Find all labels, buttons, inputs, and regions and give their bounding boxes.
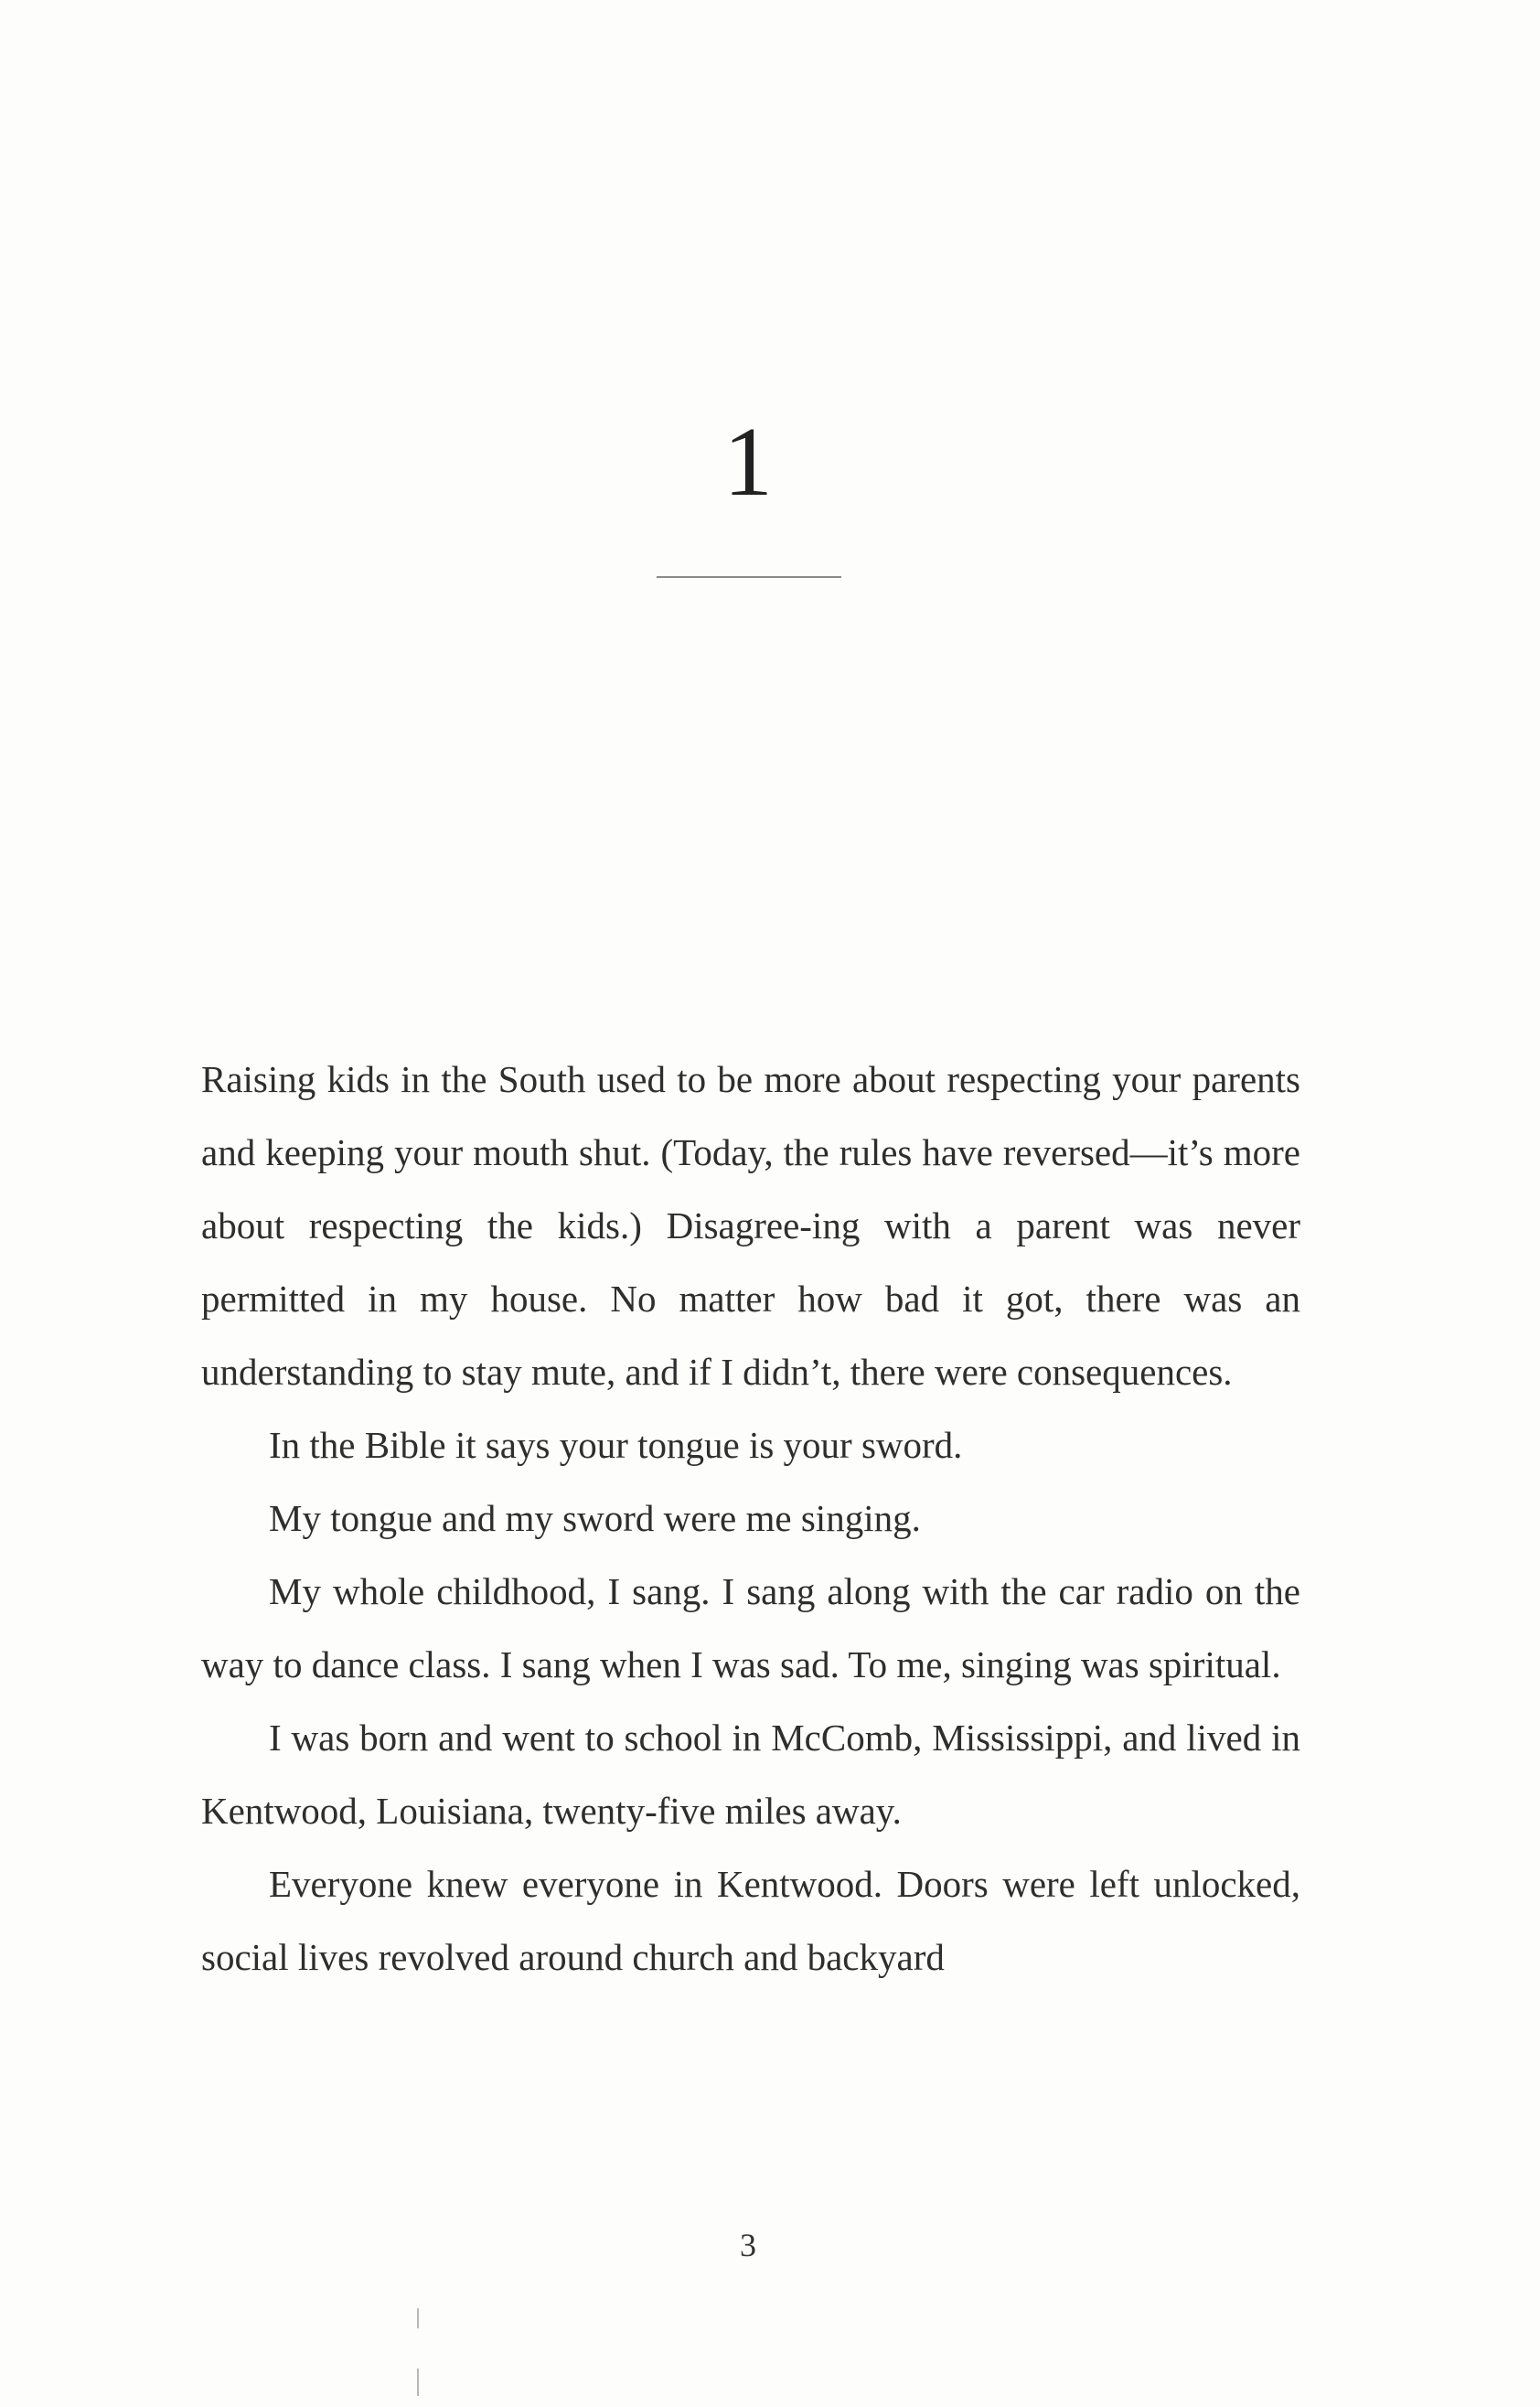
body-text	[201, 1043, 1300, 1994]
chapter-divider	[657, 576, 841, 578]
paragraph-3: My tongue and my sword were me singing.	[269, 1497, 921, 1539]
paragraph-6: Everyone knew everyone in Kentwood. Doors were left unlocked, social lives revolved around church and backyard	[201, 1863, 1300, 1978]
paragraph-1: Raising kids in the South used to be more about respecting your parents and keeping your mouth shut. (Today, the rules have reversed—it’s more about respecting the kids.) Disagree-ing with a parent was never permitted in my house. No matter how bad it got, there was an understanding to stay mute, and if I didn’t, there were consequences.	[201, 1058, 1300, 1393]
scan-speck	[417, 2308, 419, 2328]
scan-speck	[417, 2369, 419, 2396]
paragraph-4: My whole childhood, I sang. I sang along with the car radio on the way to dance class. I sang when I was sad. To me, singing was spiritual.	[201, 1570, 1300, 1685]
page-number: 3	[740, 2227, 756, 2263]
paragraph-5: I was born and went to school in McComb, Mississippi, and lived in Kentwood, Louisiana, twenty-five miles away.	[201, 1717, 1300, 1832]
paragraph-2: In the Bible it says your tongue is your sword.	[269, 1424, 963, 1466]
chapter-number: 1	[723, 408, 773, 517]
